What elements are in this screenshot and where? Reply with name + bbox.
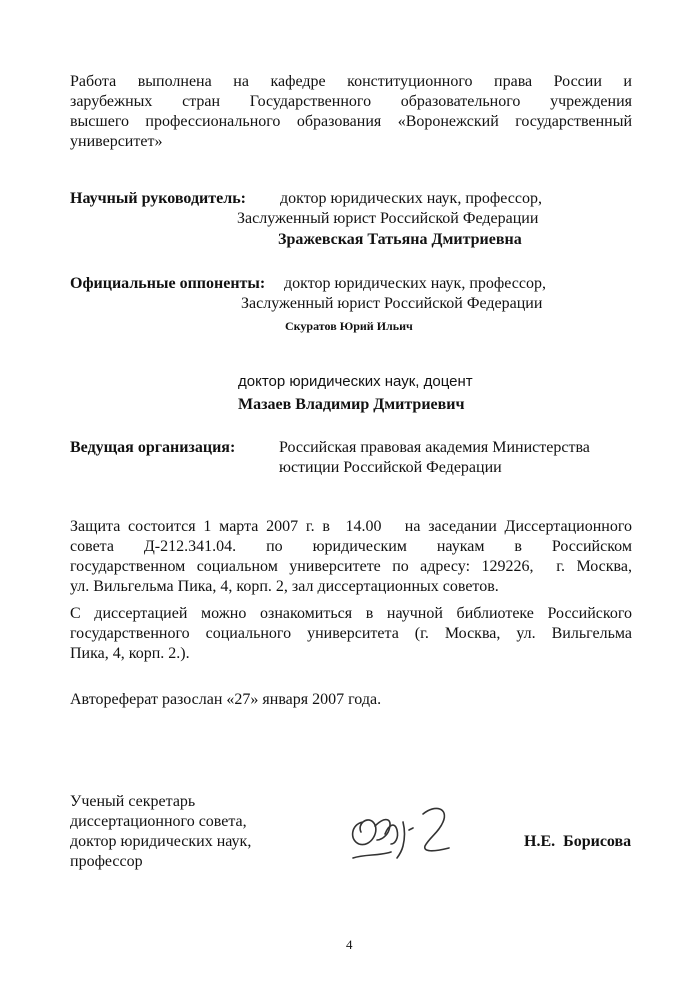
opponent-2-degree: доктор юридических наук, доцент — [238, 373, 473, 390]
leading-org-label: Ведущая организация: — [70, 439, 236, 456]
intro-line: высшего профессионального образования «Воронежский государственный — [70, 113, 632, 130]
opponent-1-degree: доктор юридических наук, профессор, — [284, 275, 546, 292]
leading-org-line: Российская правовая академия Министерства — [279, 439, 590, 456]
defense-line: Защита состоится 1 марта 2007 г. в 14.00 на заседании Диссертационного — [70, 518, 632, 535]
intro-paragraph — [70, 72, 632, 152]
leading-org-line: юстиции Российской Федерации — [279, 459, 502, 476]
library-line: С диссертацией можно ознакомиться в научной библиотеке Российского — [70, 605, 632, 622]
library-paragraph — [70, 604, 632, 664]
page-number: 4 — [346, 937, 353, 952]
supervisor-degree: доктор юридических наук, профессор, — [280, 190, 542, 207]
defense-line: ул. Вильгельма Пика, 4, корп. 2, зал диссертационных советов. — [70, 578, 499, 595]
secretary-line: доктор юридических наук, — [70, 833, 252, 850]
opponent-2-name: Мазаев Владимир Дмитриевич — [238, 396, 465, 413]
intro-line: зарубежных стран Государственного образовательного учреждения — [70, 93, 632, 110]
supervisor-title: Заслуженный юрист Российской Федерации — [237, 210, 539, 227]
opponents-label: Официальные оппоненты: — [70, 275, 266, 292]
library-line: государственного социального университета (г. Москва, ул. Вильгельма — [70, 625, 632, 642]
supervisor-name: Зражевская Татьяна Дмитриевна — [278, 231, 522, 248]
secretary-line: диссертационного совета, — [70, 813, 247, 830]
secretary-name: Н.Е. Борисова — [524, 833, 632, 850]
handwritten-signature — [345, 800, 465, 870]
defense-paragraph — [70, 517, 632, 597]
defense-line: государственном социальном университете по адресу: 129226, г. Москва, — [70, 558, 632, 575]
secretary-line: Ученый секретарь — [70, 793, 196, 810]
dispatch-line: Автореферат разослан «27» января 2007 года. — [70, 691, 382, 708]
opponent-1-title: Заслуженный юрист Российской Федерации — [241, 295, 543, 312]
supervisor-label: Научный руководитель: — [70, 190, 246, 207]
secretary-block — [70, 792, 310, 872]
secretary-line: профессор — [70, 853, 143, 870]
intro-line: Работа выполнена на кафедре конституционного права России и — [70, 73, 632, 90]
opponent-1-name: Скуратов Юрий Ильич — [285, 319, 413, 333]
intro-line: университет» — [70, 133, 163, 150]
library-line: Пика, 4, корп. 2.). — [70, 645, 190, 662]
defense-line: совета Д-212.341.04. по юридическим наукам в Российском — [70, 538, 632, 555]
